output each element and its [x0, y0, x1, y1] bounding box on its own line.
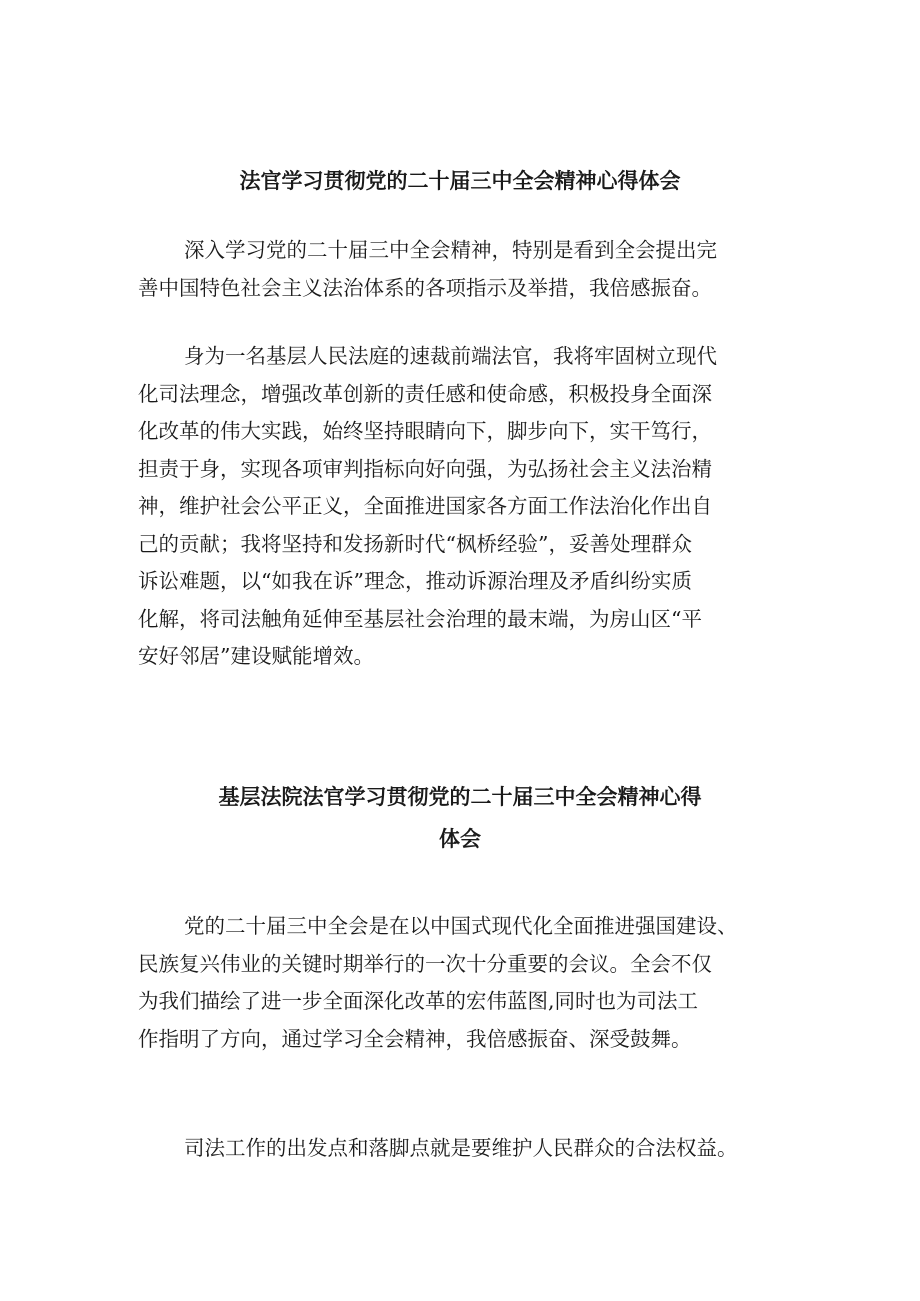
- section1-title: 法官学习贯彻党的二十届三中全会精神心得体会: [239, 169, 681, 193]
- text-line: 司法工作的出发点和落脚点就是要维护人民群众的合法权益。: [184, 1136, 738, 1160]
- text-line: 化司法理念，增强改革创新的责任感和使命感，积极投身全面深: [138, 381, 712, 406]
- text-line: 党的二十届三中全会是在以中国式现代化全面推进强国建设、: [184, 914, 738, 938]
- text-line: 作指明了方向，通过学习全会精神，我倍感振奋、深受鼓舞。: [138, 1026, 692, 1051]
- text-line: 神，维护社会公平正义，全面推进国家各方面工作法治化作出自: [138, 494, 712, 518]
- section2-paragraph1: [138, 908, 798, 1058]
- text-line: 化改革的伟大实践，始终坚持眼睛向下，脚步向下，实干笃行，: [138, 419, 712, 443]
- section2-paragraph2: [138, 1130, 798, 1168]
- text-line: 深入学习党的二十届三中全会精神，特别是看到全会提出完: [184, 238, 717, 262]
- text-line: 担责于身，实现各项审判指标向好向强，为弘扬社会主义法治精: [138, 456, 712, 481]
- section1-paragraph1: [138, 232, 798, 307]
- text-line: 身为一名基层人民法庭的速裁前端法官，我将牢固树立现代: [184, 344, 717, 368]
- text-line: 己的贡献；我将坚持和发扬新时代“枫桥经验”，妥善处理群众: [138, 531, 692, 556]
- text-line: 安好邻居”建设赋能增效。: [138, 644, 374, 668]
- text-line: 为我们描绘了进一步全面深化改革的宏伟蓝图,同时也为司法工: [138, 989, 699, 1013]
- section1-paragraph2: [138, 338, 798, 676]
- text-line: 善中国特色社会主义法治体系的各项指示及举措，我倍感振奋。: [138, 275, 712, 300]
- section2-title-line2: 体会: [439, 827, 481, 851]
- text-line: 诉讼难题，以“如我在诉”理念，推动诉源治理及矛盾纠纷实质: [138, 569, 692, 593]
- section2-title-line1: 基层法院法官学习贯彻党的二十届三中全会精神心得: [218, 785, 702, 809]
- text-line: 民族复兴伟业的关键时期举行的一次十分重要的会议。全会不仅: [138, 951, 712, 976]
- text-line: 化解，将司法触角延伸至基层社会治理的最末端，为房山区“平: [138, 606, 702, 631]
